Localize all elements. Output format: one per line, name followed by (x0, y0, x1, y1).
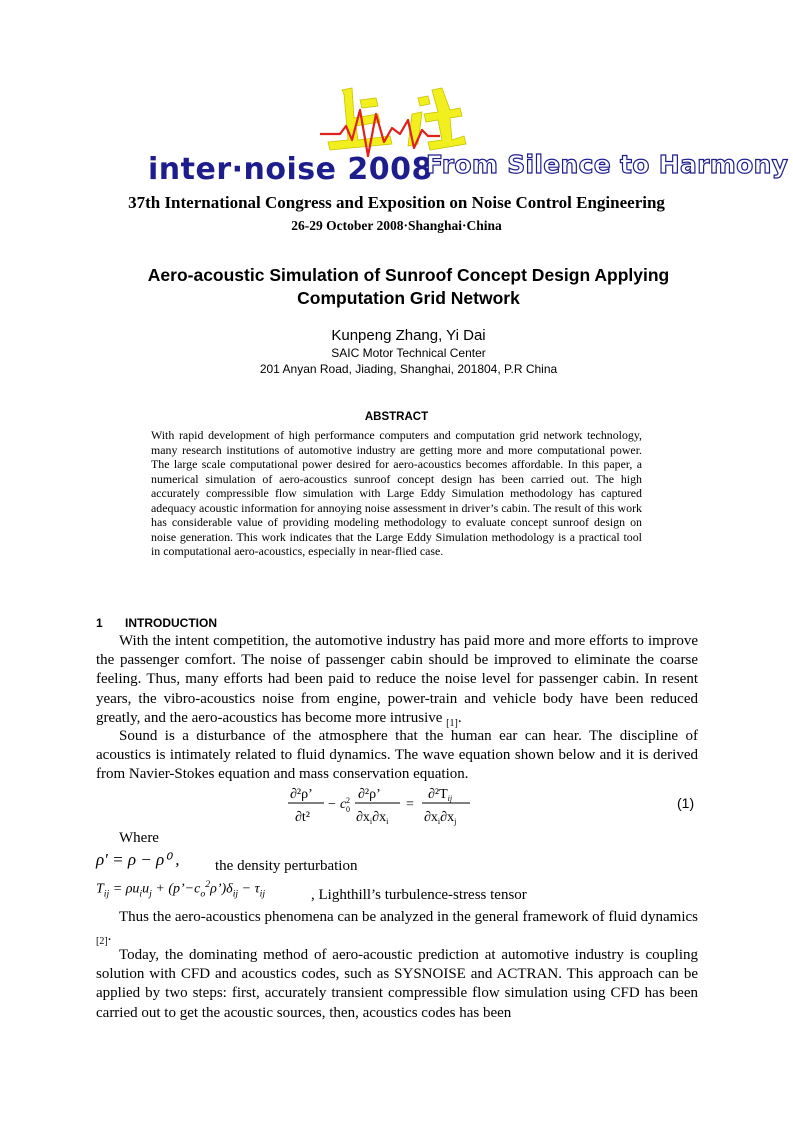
svg-text:∂²Tij: $\partial^2T_{ij}$ (428, 787, 453, 803)
conference-banner (0, 0, 793, 240)
svg-text:0: 0 (346, 805, 350, 814)
congress-title: 37th International Congress and Exposition on Noise Control Engineering (128, 193, 665, 212)
congress-date: 26-29 October 2008·Shanghai·China (291, 218, 502, 233)
section-number: 1 (96, 616, 103, 630)
svg-text:=: = (406, 797, 414, 812)
svg-text:∂²ρ’: ∂²ρ’ (290, 787, 313, 802)
stress-tensor-math: $T_{ij} = \rho u_iu_j$ + $(p’-c_o^2\rho’)\delta_{ij} - \tau_{ij}$ (96, 879, 266, 900)
conference-logo: inter·noise 2008 (148, 152, 433, 187)
paragraph-text: Thus the aero-acoustics phenomena can be analyzed in the general framework of fluid dynamics (119, 909, 698, 925)
paper-title: Aero-acoustic Simulation of Sunroof Concept Design Applying Computation Grid Network (147, 265, 670, 308)
abstract-heading: ABSTRACT (364, 411, 429, 423)
address: 201 Anyan Road, Jiading, Shanghai, 201804, P.R China (259, 362, 558, 376)
affiliation-block (0, 345, 793, 377)
paragraph (96, 727, 698, 785)
density-definition-math: ρ′ = ρ − ρ⁰ , (96, 850, 180, 869)
paragraph: Thus the aero-acoustics phenomena can be analyzed in the general framework of fluid dynamics $_{[2]}$. (96, 909, 698, 948)
paragraph-text: Sound is a disturbance of the atmosphere that the human ear can hear. The discipline of acoustics is intimately related to fluid dynamics. The wave equation shown below and it is derived from Navier-Stokes equation and mass conservation equation. (96, 728, 698, 783)
wave-equation (286, 781, 486, 831)
where-label: Where (119, 830, 159, 846)
svg-text:∂xi∂xi: $\partial x_i\partial x_i$ (356, 810, 389, 826)
conference-slogan: From Silence to Harmony (426, 150, 789, 179)
citation: [1] (446, 717, 458, 729)
svg-text:∂t²: ∂t² (295, 810, 311, 825)
affiliation: SAIC Motor Technical Center (331, 346, 486, 360)
density-definition-text: the density perturbation (215, 858, 358, 874)
svg-text:c: c (340, 797, 347, 812)
paragraph-text: Today, the dominating method of aero-acoustic prediction at automotive industry is coupling solution with CFD and acoustics codes, such as SYSNOISE and ACTRAN. This approach can be applied by two steps: first, accurately transient compressible flow simulation using CFD has been carried out to get the acoustic sources, then, acoustics codes has been (96, 947, 698, 1021)
paragraph: With the intent competition, the automotive industry has paid more and more efforts to improve the passenger comfort. The noise of passenger cabin should be improved to eliminate the coarse feeling. Thus, many efforts had been paid to reduce the noise level for passenger cabin. In resent years, the vibro-acoustics noise from engine, power-train and vehicle body have been reduced greatly, and the aero-acoustics has become more intrusive $_{[1]}$. (96, 633, 698, 729)
svg-text:−: − (328, 797, 336, 812)
equation-number: (1) (677, 795, 695, 811)
section-title: INTRODUCTION (125, 616, 217, 630)
svg-text:∂xi∂xj: $\partial x_i\partial x_j$ (424, 810, 457, 826)
citation: [2] (96, 936, 108, 948)
stress-tensor-text: , Lighthill’s turbulence-stress tensor (311, 887, 527, 903)
section-heading (96, 616, 217, 630)
svg-text:2: 2 (346, 796, 350, 805)
svg-text:∂²ρ’: ∂²ρ’ (358, 787, 381, 802)
paragraph (96, 946, 698, 1023)
authors: Kunpeng Zhang, Yi Dai (331, 327, 486, 344)
paragraph-text: With the intent competition, the automotive industry has paid more and more efforts to improve the passenger comfort. The noise of passenger cabin should be improved to eliminate the coarse feeling. Thus, many efforts had been paid to reduce the noise level for passenger cabin. In resent years, the vibro-acoustics noise from engine, power-train and vehicle body have been reduced greatly, and the aero-acoustics has become more intrusive (96, 633, 698, 726)
abstract-text: With rapid development of high performance computers and computation grid network technology, many research institutions of automotive industry are getting more and more computational power. The large scale computational power desired for aero-acoustics becomes affordable. In this paper, a numerical simulation of aero-acoustics sunroof concept design has been carried out. The high accurately compressible flow simulation with Large Eddy Simulation methodology has captured adequacy acoustic information for annoying noise assessment in driver’s cabin. The result of this work has considerable value of providing modeling methodology to evaluate concept sunroof design on noise generation. This work indicates that the Large Eddy Simulation methodology is a practical tool in computational aero-acoustics, especially in near-flied case. (151, 428, 642, 559)
